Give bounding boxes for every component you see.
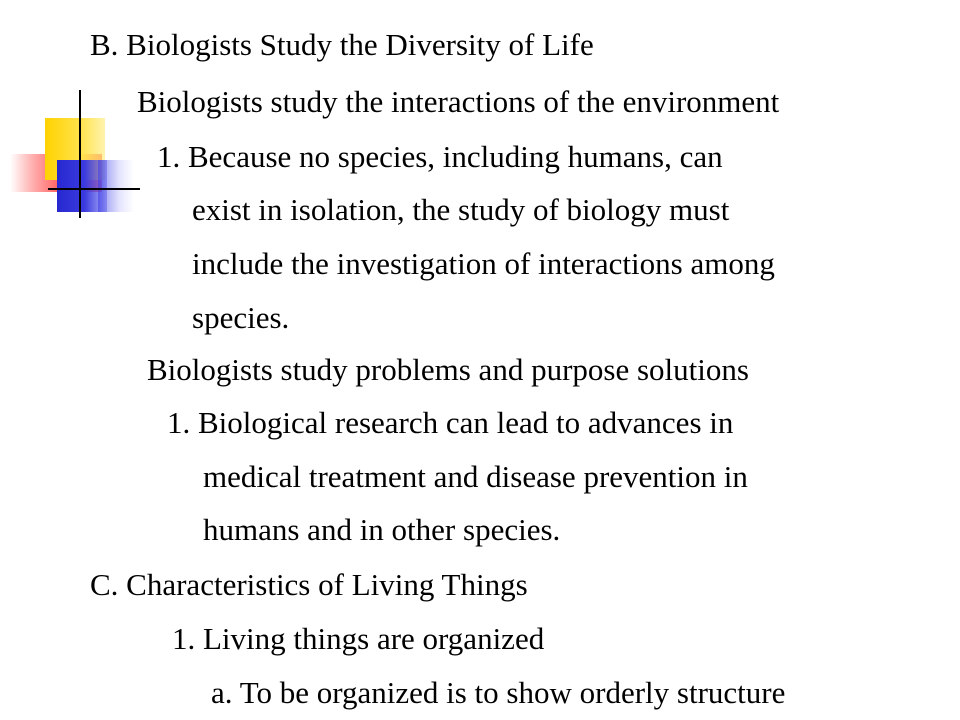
subheading-interactions: Biologists study the interactions of the environment [137,84,780,119]
point-2-line-1: 1. Biological research can lead to advances in [167,405,734,440]
point-c1a: a. To be organized is to show orderly structure [211,675,786,710]
point-2-line-2: medical treatment and disease prevention in [203,459,748,494]
point-1-line-2: exist in isolation, the study of biology must [192,192,730,227]
point-2-line-3: humans and in other species. [203,512,561,547]
point-1-line-3: include the investigation of interactions among [192,246,775,281]
subheading-problems: Biologists study problems and purpose solutions [147,352,749,387]
point-1-line-1: 1. Because no species, including humans, can [157,139,723,174]
heading-c: C. Characteristics of Living Things [90,567,528,602]
decoration-horizontal-line [48,188,140,190]
point-1-line-4: species. [192,300,290,335]
point-c1: 1. Living things are organized [172,621,545,656]
decoration-blue-fade [98,160,134,212]
decoration-vertical-line [79,90,81,218]
heading-b: B. Biologists Study the Diversity of Life [90,27,594,62]
